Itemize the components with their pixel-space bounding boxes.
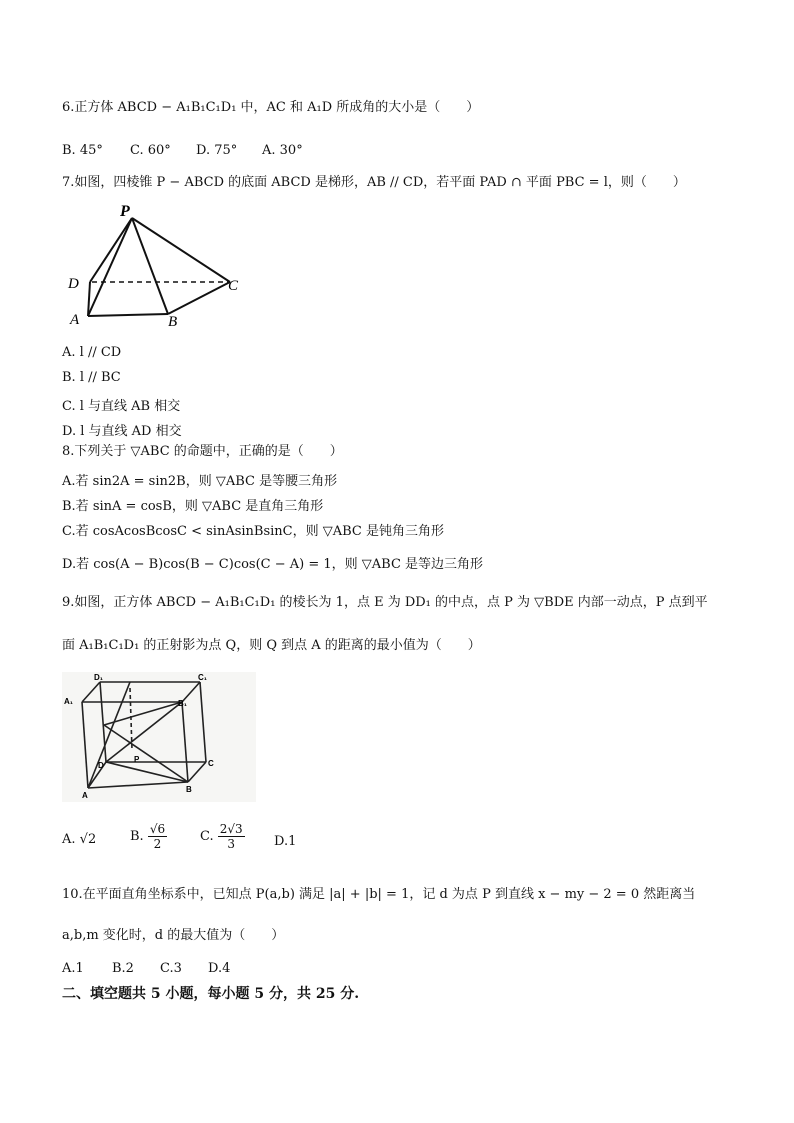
section2-heading: 二、填空题共 5 小题，每小题 5 分，共 25 分.	[62, 986, 360, 1002]
q9-option-c-fraction	[218, 822, 245, 851]
label-a1: A₁	[64, 697, 74, 706]
edge-pd	[90, 218, 132, 282]
label-b: B	[186, 785, 192, 794]
q9-option-b-prefix: B.	[130, 829, 144, 844]
label-c1: C₁	[198, 673, 208, 682]
label-c: C	[208, 759, 214, 768]
q7-pyramid-figure	[60, 200, 260, 330]
q9-stem-line2: 面 A₁B₁C₁D₁ 的正射影为点 Q，则 Q 到点 A 的距离的最小值为（ ）	[62, 638, 481, 653]
label-c: C	[228, 278, 239, 294]
q9-option-c	[200, 822, 245, 851]
q9-option-b-numerator: √6	[149, 822, 166, 836]
q9-option-b-denominator: 2	[153, 837, 162, 851]
edge-bc	[168, 282, 230, 314]
label-p: P	[134, 755, 140, 764]
q9-option-a-prefix: A.	[62, 832, 76, 847]
q7-option-b: B. l // BC	[62, 370, 121, 385]
q6-option-a: A. 30°	[262, 143, 303, 158]
q9-option-a	[62, 832, 96, 847]
q9-option-d: D.1	[274, 834, 297, 849]
q9-option-a-value: √2	[79, 832, 97, 847]
label-a: A	[70, 312, 80, 328]
q6-option-c: C. 60°	[130, 143, 171, 158]
q7-option-d: D. l 与直线 AD 相交	[62, 424, 182, 439]
q10-option-a: A.1	[62, 961, 84, 976]
q9-option-c-numerator: 2√3	[219, 822, 243, 836]
q9-stem-line1: 9.如图，正方体 ABCD − A₁B₁C₁D₁ 的棱长为 1，点 E 为 DD₁ 的中点，点 P 为 ▽BDE 内部一动点，P 点到平	[62, 595, 708, 610]
q6-option-d: D. 75°	[196, 143, 238, 158]
q6-option-b: B. 45°	[62, 143, 103, 158]
q7-option-a: A. l // CD	[62, 345, 122, 360]
label-d1: D₁	[94, 673, 104, 682]
label-b1: B₁	[178, 699, 188, 708]
q9-option-b	[130, 822, 167, 851]
edge-pc	[132, 218, 230, 282]
edge-pa	[88, 218, 132, 316]
q8-stem: 8.下列关于 ▽ABC 的命题中，正确的是（ ）	[62, 444, 343, 459]
q6-stem: 6.正方体 ABCD − A₁B₁C₁D₁ 中，AC 和 A₁D 所成角的大小是（ ）	[62, 100, 480, 115]
q9-option-c-prefix: C.	[200, 829, 214, 844]
label-a: A	[82, 791, 88, 800]
edge-pb	[132, 218, 168, 314]
q8-option-c: C.若 cosAcosBcosC < sinAsinBsinC，则 ▽ABC 是钝角三角形	[62, 524, 445, 539]
q10-option-b: B.2	[112, 961, 134, 976]
q9-cube-figure	[60, 670, 260, 805]
edge-ab	[88, 314, 168, 316]
q10-option-d: D.4	[208, 961, 231, 976]
label-b: B	[168, 314, 178, 330]
label-d: D	[98, 761, 104, 770]
q10-option-c: C.3	[160, 961, 182, 976]
q7-option-c: C. l 与直线 AB 相交	[62, 399, 181, 414]
q9-option-c-denominator: 3	[227, 837, 236, 851]
q10-stem-line1: 10.在平面直角坐标系中，已知点 P(a,b) 满足 |a| + |b| = 1，记 d 为点 P 到直线 x − my − 2 = 0 然距离当	[62, 887, 696, 902]
q9-option-b-fraction	[148, 822, 167, 851]
q10-stem-line2: a,b,m 变化时，d 的最大值为（ ）	[62, 928, 285, 943]
label-p: P	[120, 203, 130, 220]
label-d: D	[68, 276, 79, 292]
q8-option-b: B.若 sinA = cosB，则 ▽ABC 是直角三角形	[62, 499, 324, 514]
q7-stem: 7.如图，四棱锥 P − ABCD 的底面 ABCD 是梯形，AB // CD，若平面 PAD ∩ 平面 PBC = l，则（ ）	[62, 175, 686, 190]
q8-option-a: A.若 sin2A = sin2B，则 ▽ABC 是等腰三角形	[62, 474, 338, 489]
q8-option-d: D.若 cos(A − B)cos(B − C)cos(C − A) = 1，则 ▽ABC 是等边三角形	[62, 557, 484, 572]
